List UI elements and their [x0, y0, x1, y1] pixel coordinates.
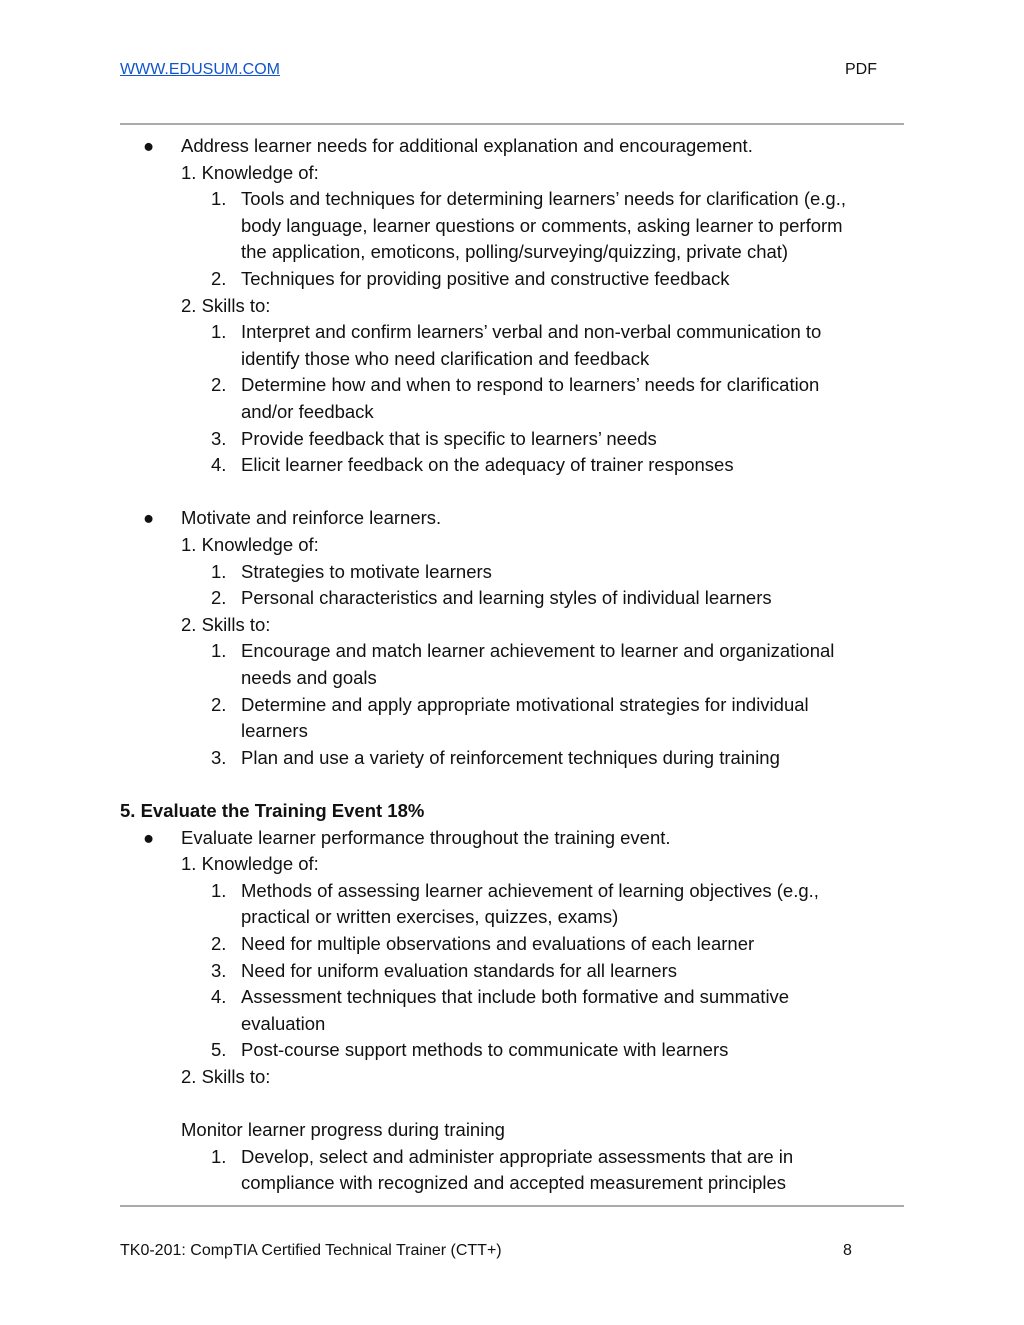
bullet-objective: Evaluate learner performance throughout the training event. [181, 826, 671, 848]
knowledge-item-text: Personal characteristics and learning styles of individual learners [241, 587, 772, 609]
knowledge-label: 1. Knowledge of: [181, 853, 319, 875]
skills-item-text: Interpret and confirm learners’ verbal and non-verbal communication to [241, 321, 822, 343]
bullet-icon: ● [143, 507, 155, 529]
knowledge-item-number: 2. [211, 268, 227, 289]
knowledge-item-number: 2. [211, 587, 227, 609]
bullet-icon: ● [143, 135, 155, 156]
footer-divider [120, 1205, 904, 1207]
section-heading: 5. Evaluate the Training Event 18% [120, 800, 425, 821]
monitor-item-text: compliance with recognized and accepted measurement principles [241, 1172, 787, 1194]
page-number: 8 [843, 1242, 852, 1259]
knowledge-item-text: Post-course support methods to communicate with learners [241, 1039, 729, 1061]
knowledge-item-text: Strategies to motivate learners [241, 560, 492, 582]
skills-item-number: 3. [211, 746, 227, 768]
skills-item-text: Determine how and when to respond to learners’ needs for clarification [241, 374, 820, 396]
knowledge-item-number: 5. [211, 1039, 227, 1061]
skills-item-number: 1. [211, 321, 227, 343]
knowledge-item-text: body language, learner questions or comments, asking learner to perform [241, 214, 843, 236]
knowledge-item-number: 3. [211, 959, 227, 981]
knowledge-item-text: practical or written exercises, quizzes, exams) [241, 906, 619, 928]
bullet-icon: ● [143, 826, 155, 848]
monitor-item-text: Develop, select and administer appropriate assessments that are in [241, 1145, 794, 1167]
skills-item-text: and/or feedback [241, 401, 374, 422]
skills-item-number: 4. [211, 454, 227, 476]
skills-item-text: Provide feedback that is specific to learners’ needs [241, 427, 657, 449]
knowledge-item-number: 4. [211, 986, 227, 1008]
skills-item-number: 1. [211, 640, 227, 662]
knowledge-item-text: evaluation [241, 1012, 326, 1034]
skills-label: 2. Skills to: [181, 1066, 271, 1087]
knowledge-item-text: the application, emoticons, polling/surveying/quizzing, private chat) [241, 241, 789, 263]
skills-item-text: Elicit learner feedback on the adequacy of trainer responses [241, 454, 734, 476]
skills-item-number: 3. [211, 427, 227, 449]
knowledge-item-text: Techniques for providing positive and constructive feedback [241, 268, 730, 289]
header-divider [120, 123, 904, 125]
skills-label: 2. Skills to: [181, 613, 271, 635]
skills-label: 2. Skills to: [181, 294, 271, 316]
skills-item-text: needs and goals [241, 667, 377, 688]
knowledge-label: 1. Knowledge of: [181, 161, 319, 183]
knowledge-item-text: Need for uniform evaluation standards for all learners [241, 959, 678, 981]
skills-item-number: 2. [211, 374, 227, 396]
bullet-objective: Motivate and reinforce learners. [181, 507, 442, 529]
knowledge-item-number: 2. [211, 933, 227, 954]
knowledge-label: 1. Knowledge of: [181, 534, 319, 555]
skills-item-text: learners [241, 720, 308, 742]
knowledge-item-number: 1. [211, 188, 227, 210]
monitor-item-number: 1. [211, 1145, 227, 1167]
skills-item-text: identify those who need clarification and feedback [241, 347, 650, 369]
knowledge-item-number: 1. [211, 879, 227, 901]
bullet-objective: Address learner needs for additional explanation and encouragement. [181, 135, 753, 156]
monitor-label: Monitor learner progress during training [181, 1119, 505, 1141]
skills-item-number: 2. [211, 693, 227, 715]
knowledge-item-text: Need for multiple observations and evaluations of each learner [241, 933, 755, 954]
knowledge-item-text: Tools and techniques for determining learners’ needs for clarification (e.g., [241, 188, 846, 210]
skills-item-text: Encourage and match learner achievement to learner and organizational [241, 640, 835, 662]
knowledge-item-number: 1. [211, 560, 227, 582]
skills-item-text: Determine and apply appropriate motivational strategies for individual [241, 693, 809, 715]
knowledge-item-text: Methods of assessing learner achievement of learning objectives (e.g., [241, 879, 819, 901]
knowledge-item-text: Assessment techniques that include both formative and summative [241, 986, 790, 1008]
header-pdf-label: PDF [845, 61, 877, 78]
skills-item-text: Plan and use a variety of reinforcement techniques during training [241, 746, 780, 768]
header-link[interactable]: WWW.EDUSUM.COM [120, 61, 280, 78]
footer-title: TK0-201: CompTIA Certified Technical Trainer (CTT+) [120, 1242, 502, 1259]
